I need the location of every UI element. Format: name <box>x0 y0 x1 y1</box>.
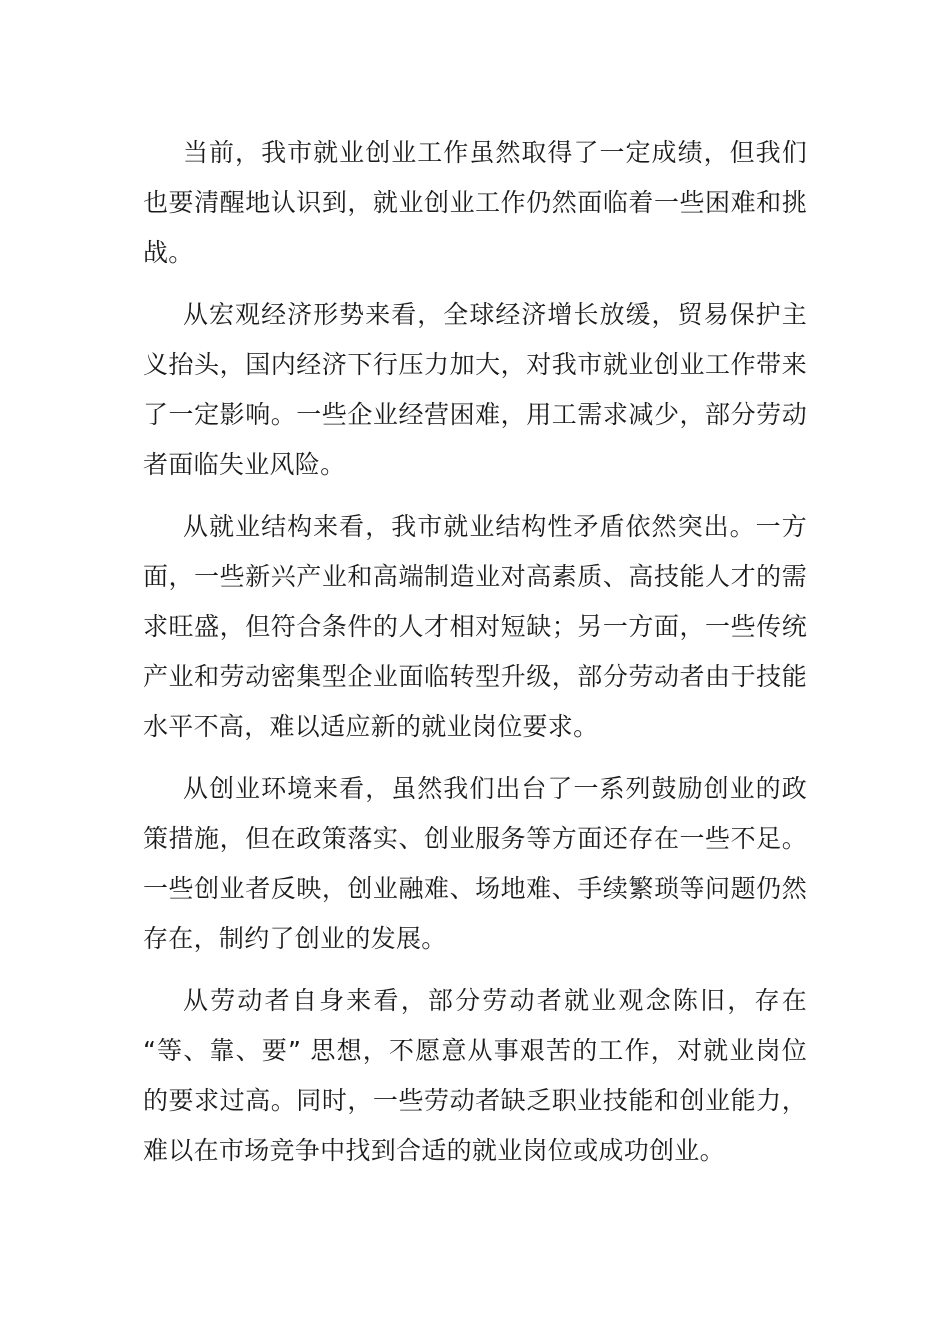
paragraph-worker-mindset: 从劳动者自身来看，部分劳动者就业观念陈旧，存在 “等、靠、要” 思想，不愿意从事艰苦的工作，对就业岗位的要求过高。同时，一些劳动者缺乏职业技能和创业能力，难以在市场竞争中找到合适的就业岗位或成功创业。 <box>143 986 807 1165</box>
paragraph-entrepreneurship-environment: 从创业环境来看，虽然我们出台了一系列鼓励创业的政策措施，但在政策落实、创业服务等方面还存在一些不足。一些创业者反映，创业融难、场地难、手续繁琐等问题仍然存在，制约了创业的发展。 <box>143 774 807 953</box>
document-body <box>143 128 807 1188</box>
paragraph-challenges-intro: 当前，我市就业创业工作虽然取得了一定成绩，但我们也要清醒地认识到，就业创业工作仍然面临着一些困难和挑战。 <box>143 138 807 267</box>
paragraph-macro-economy: 从宏观经济形势来看，全球经济增长放缓，贸易保护主义抬头，国内经济下行压力加大，对我市就业创业工作带来了一定影响。一些企业经营困难，用工需求减少，部分劳动者面临失业风险。 <box>143 300 807 479</box>
paragraph-employment-structure: 从就业结构来看，我市就业结构性矛盾依然突出。一方面，一些新兴产业和高端制造业对高素质、高技能人才的需求旺盛，但符合条件的人才相对短缺；另一方面，一些传统产业和劳动密集型企业面临转型升级，部分劳动者由于技能水平不高，难以适应新的就业岗位要求。 <box>143 512 807 741</box>
